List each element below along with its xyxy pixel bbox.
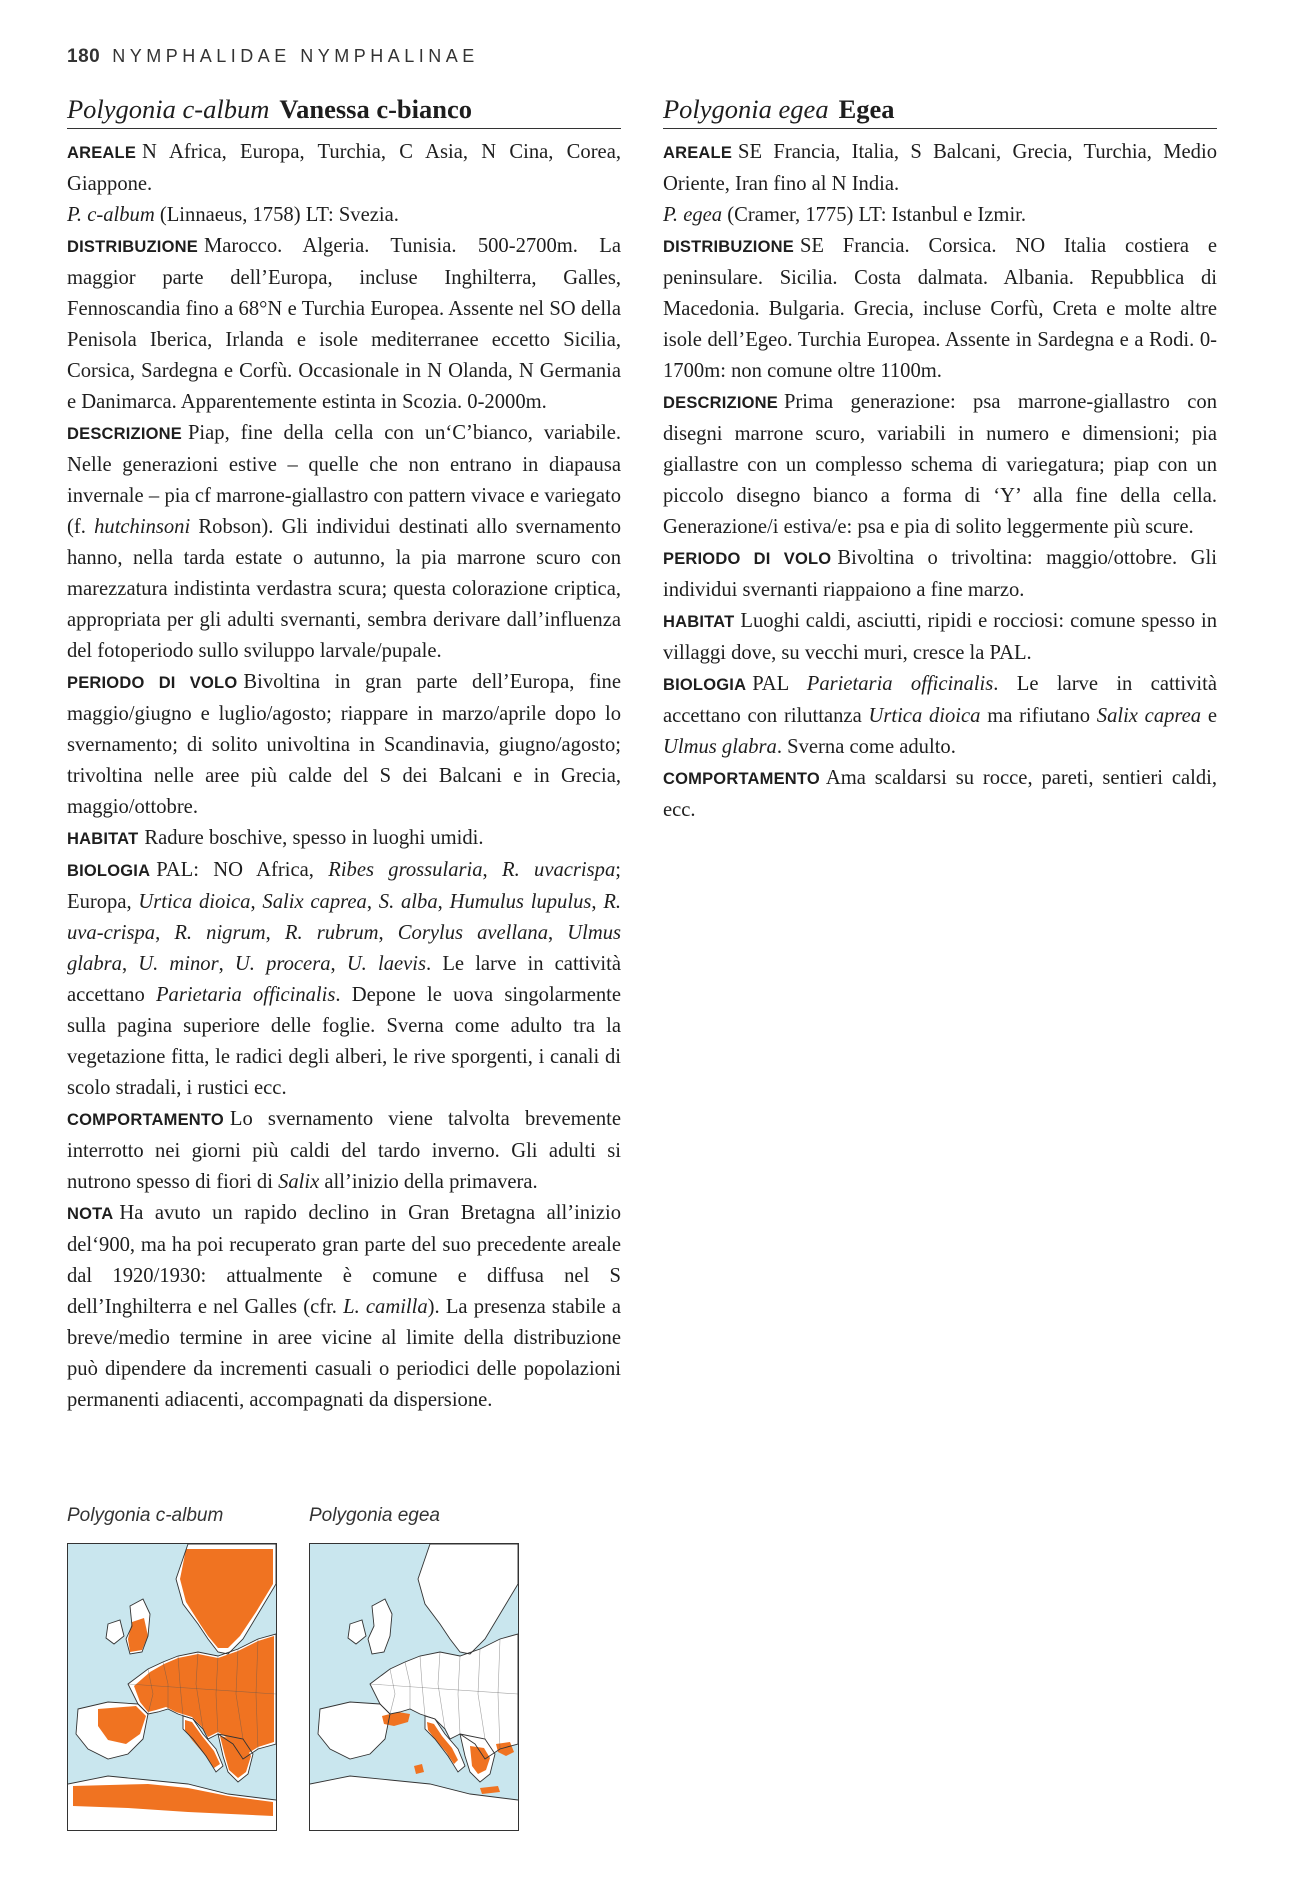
descrizione-text: Piap, fine della cella con un‘C’bianco, variabile. Nelle generazioni estive – quelle che non entrano in diapausa invernale – pia cf marrone-giallastro con pattern vivace e variegato (f. — [67, 422, 621, 538]
biologia-text: , — [437, 891, 450, 913]
biologia-text: , — [548, 922, 568, 944]
plant-name: Salix caprea — [262, 891, 367, 913]
distribuzione-section — [663, 231, 1217, 387]
type-locality — [663, 200, 1217, 231]
biologia-text: ma rifiutano — [980, 705, 1097, 727]
habitat-text: Luoghi caldi, asciutti, ripidi e rocciosi: comune spesso in villaggi dove, su vecchi muri, cresce la PAL. — [663, 610, 1217, 664]
plant-name: R. nigrum — [174, 922, 266, 944]
species-entry-c-album — [67, 92, 621, 1416]
plant-name: Urtica dioica — [868, 705, 981, 727]
distribuzione-text: Marocco. Algeria. Tunisia. 500-2700m. La maggior parte dell’Europa, incluse Inghilterra, Galles, Fennoscandia fino a 68°N e Turchia Europea. Assente nel SO della Penisola Iberica, Irlanda e isole mediterranee eccetto Sicilia, Corsica, Sardegna e Corfù. Occasionale in N Olanda, N Germania e Danimarca. Apparentemente estinta in Scozia. 0-2000m. — [67, 235, 621, 413]
plant-name: Parietaria officinalis — [806, 673, 994, 695]
plant-name: Salix — [278, 1171, 320, 1193]
common-name: Vanessa c-bianco — [279, 94, 473, 124]
distribution-map-egea — [309, 1505, 519, 1831]
biologia-text: . Depone le uova singolarmente sulla pagina superiore delle foglie. Sverna come adulto tra la vegetazione fitta, le radici degli alberi, le rive sporgenti, i canali di scolo stradali, i rustici ecc. — [67, 984, 622, 1099]
periodo-section — [67, 667, 621, 823]
comportamento-section — [67, 1104, 621, 1198]
biologia-text: , — [155, 922, 175, 944]
type-text: (Linnaeus, 1758) LT: Svezia. — [154, 204, 399, 226]
habitat-label: HABITAT — [663, 613, 735, 631]
type-text: (Cramer, 1775) LT: Istanbul e Izmir. — [722, 204, 1027, 226]
descrizione-label: DESCRIZIONE — [663, 394, 778, 412]
areale-label: AREALE — [663, 144, 733, 162]
descrizione-text: Prima generazione: psa marrone-giallastro con disegni marrone scuro, variabili in numero e dimensioni; pia giallastre con un complesso schema di variegatura; piap con un piccolo disegno bianco a forma di ‘Y’ alla fine della cella. Generazione/i estiva/e: psa e pia di solito leggermente più scure. — [663, 391, 1217, 538]
habitat-section — [67, 823, 621, 855]
range-map — [67, 1543, 277, 1831]
plant-name: Ulmus glabra — [67, 922, 622, 975]
plant-name: R. uva-crispa — [67, 891, 622, 944]
comportamento-text: all’inizio della primavera. — [319, 1171, 538, 1193]
descrizione-section — [67, 418, 621, 667]
biologia-section — [663, 669, 1217, 763]
comportamento-text: Lo svernamento viene talvolta brevemente interrotto nei giorni più caldi del tardo inverno. Gli adulti si nutrono spesso di fiori di — [67, 1108, 621, 1193]
periodo-section — [663, 543, 1217, 606]
comportamento-text: Ama scaldarsi su rocce, pareti, sentieri caldi, ecc. — [663, 767, 1217, 821]
plant-name: Urtica dioica — [138, 891, 251, 913]
plant-name: Corylus avellana — [397, 922, 549, 944]
section-title: NYMPHALIDAE NYMPHALINAE — [112, 46, 479, 66]
map-caption: Polygonia egea — [309, 1505, 440, 1526]
plant-name: Ulmus glabra — [663, 736, 777, 758]
biologia-text: , — [482, 859, 502, 881]
periodo-text: Bivoltina o trivoltina: maggio/ottobre. Gli individui svernanti riappaiono a fine marzo. — [663, 547, 1217, 601]
plant-name: Parietaria officinalis — [155, 984, 336, 1006]
species-title — [663, 92, 1217, 129]
descrizione-text: Robson). Gli individui destinati allo svernamento hanno, nella tarda estate o autunno, la pia marrone scuro con marezzatura indistinta verdastra scura; questa colorazione criptica, appropriata per gli adulti svernanti, sembra derivare dall’influenza del fotoperiodo sullo sviluppo larvale/pupale. — [67, 516, 622, 662]
species-reference: L. camilla — [343, 1296, 428, 1318]
distribution-map-c-album — [67, 1505, 277, 1831]
scientific-name: Polygonia c-album — [67, 94, 270, 124]
biologia-text: , — [121, 953, 139, 975]
biologia-text: , — [378, 922, 398, 944]
areale-text: N Africa, Europa, Turchia, C Asia, N Cina, Corea, Giappone. — [67, 141, 621, 195]
habitat-label: HABITAT — [67, 830, 139, 848]
biologia-label: BIOLOGIA — [663, 676, 747, 694]
range-map — [309, 1543, 519, 1831]
plant-name: U. minor — [138, 953, 219, 975]
biologia-text: , — [250, 891, 263, 913]
plant-name: R. uvacrispa — [502, 859, 616, 881]
plant-name: R. rubrum — [284, 922, 379, 944]
periodo-label: PERIODO DI VOLO — [663, 550, 832, 568]
areale-section — [663, 137, 1217, 200]
plant-name: Humulus lupulus — [449, 891, 592, 913]
periodo-label: PERIODO DI VOLO — [67, 674, 238, 692]
page-number: 180 — [67, 46, 101, 67]
species-entry-egea — [663, 92, 1217, 826]
plant-name: Ribes grossularia — [328, 859, 483, 881]
descrizione-label: DESCRIZIONE — [67, 425, 182, 443]
biologia-text: e — [1201, 705, 1217, 727]
descrizione-italic: hutchinsoni — [94, 516, 191, 538]
biologia-text: . Le larve in cattività accettano con riluttanza — [663, 673, 1218, 727]
distribuzione-text: SE Francia. Corsica. NO Italia costiera e peninsulare. Sicilia. Costa dalmata. Albania. Repubblica di Macedonia. Bulgaria. Grecia, incluse Corfù, Creta e molte altre isole dell’Egeo. Turchia Europea. Assente in Sardegna e a Rodi. 0-1700m: non comune oltre 1100m. — [663, 235, 1217, 382]
running-header — [67, 46, 479, 68]
scientific-name: Polygonia egea — [663, 94, 829, 124]
areale-section — [67, 137, 621, 200]
biologia-text: , — [265, 922, 285, 944]
biologia-text: PAL: NO Africa, — [156, 859, 329, 881]
areale-label: AREALE — [67, 144, 137, 162]
nota-text: Ha avuto un rapido declino in Gran Bretagna all’inizio del‘900, ma ha poi recuperato gran parte del suo precedente areale dal 1920/1930: attualmente è comune e diffusa nel S dell’Inghilterra e nel Galles (cfr. — [67, 1202, 621, 1318]
biologia-text: , — [330, 953, 347, 975]
nota-text: ). La presenza stabile a breve/medio termine in aree vicine al limite della distribuzione può dipendere da incrementi casuali o periodici delle popolazioni permanenti adiacenti, accompagnati da dispersione. — [67, 1296, 621, 1411]
nota-section — [67, 1198, 621, 1416]
comportamento-label: COMPORTAMENTO — [663, 770, 820, 788]
type-name: P. c-album — [67, 204, 155, 226]
distribuzione-label: DISTRIBUZIONE — [663, 238, 794, 256]
map-caption: Polygonia c-album — [67, 1505, 224, 1526]
nota-label: NOTA — [67, 1205, 114, 1223]
plant-name: S. alba — [378, 891, 438, 913]
species-title — [67, 92, 621, 129]
biologia-label: BIOLOGIA — [67, 862, 151, 880]
biologia-text: ; Europa, — [67, 859, 621, 913]
biologia-text: , — [591, 891, 604, 913]
biologia-text: PAL — [752, 673, 807, 695]
habitat-section — [663, 606, 1217, 669]
common-name: Egea — [838, 94, 895, 124]
plant-name: U. laevis — [346, 953, 427, 975]
comportamento-label: COMPORTAMENTO — [67, 1111, 224, 1129]
areale-text: SE Francia, Italia, S Balcani, Grecia, Turchia, Medio Oriente, Iran fino al N India. — [663, 141, 1217, 195]
plant-name: U. procera — [234, 953, 331, 975]
type-locality — [67, 200, 621, 231]
biologia-section — [67, 855, 621, 1104]
biologia-text: . Sverna come adulto. — [776, 736, 956, 758]
distribuzione-section — [67, 231, 621, 418]
plant-name: Salix caprea — [1096, 705, 1202, 727]
descrizione-section — [663, 387, 1217, 543]
habitat-text: Radure boschive, spesso in luoghi umidi. — [144, 827, 484, 849]
distribuzione-label: DISTRIBUZIONE — [67, 238, 198, 256]
periodo-text: Bivoltina in gran parte dell’Europa, fine maggio/giugno e luglio/agosto; riappare in marzo/aprile dopo lo svernamento; di solito univoltina in Scandinavia, giugno/agosto; trivoltina nelle aree più calde del S dei Balcani e in Grecia, maggio/ottobre. — [67, 671, 621, 818]
biologia-text: , — [218, 953, 235, 975]
biologia-text: , — [366, 891, 379, 913]
biologia-text: . Le larve in cattività accettano — [67, 953, 621, 1006]
type-name: P. egea — [663, 204, 723, 226]
comportamento-section — [663, 763, 1217, 826]
